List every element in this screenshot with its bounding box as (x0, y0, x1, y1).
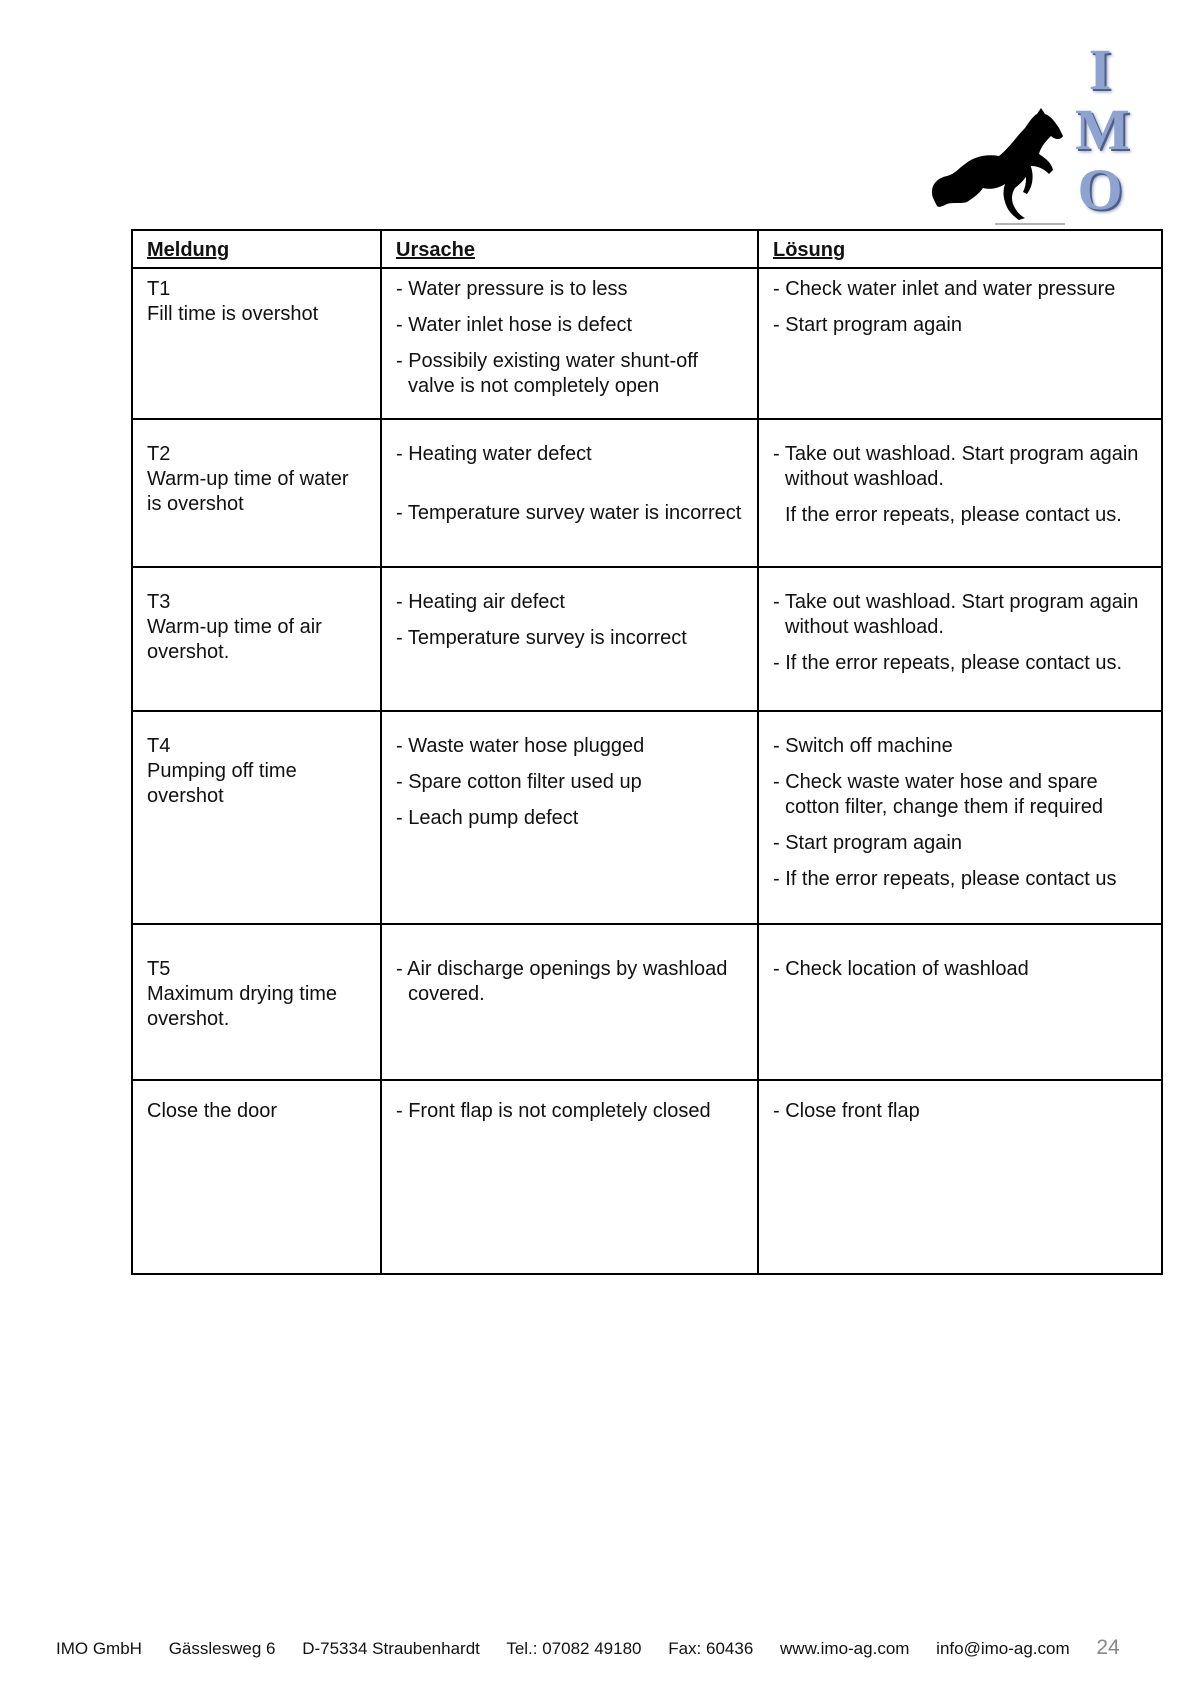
list-item: - Switch off machine (773, 734, 1151, 759)
table-row (132, 419, 1162, 567)
error-code: T3 (147, 591, 171, 613)
message-cell (132, 1080, 381, 1274)
error-description: overshot. (147, 641, 230, 663)
footer-city: D-75334 Straubenhardt (302, 1639, 480, 1658)
table-row (132, 1080, 1162, 1274)
list-item: If the error repeats, please contact us. (785, 504, 1122, 526)
message-cell (132, 711, 381, 924)
error-description: is overshot (147, 493, 244, 515)
list-item: - Start program again (773, 313, 1151, 338)
solution-cell (758, 924, 1162, 1080)
table-row (132, 268, 1162, 419)
error-description: Pumping off time overshot (147, 760, 297, 807)
error-code: T5 (147, 958, 171, 980)
list-item: - Heating air defect (396, 590, 747, 615)
error-description: Warm-up time of air (147, 616, 322, 638)
list-item: - Start program again (773, 831, 1151, 856)
list-item: - Water inlet hose is defect (396, 313, 747, 338)
footer-phone: Tel.: 07082 49180 (506, 1639, 642, 1658)
solution-cell (758, 419, 1162, 567)
message-cell (132, 567, 381, 711)
list-item: - Take out washload. Start program again without washload. (773, 442, 1151, 492)
logo-lettering (1075, 37, 1130, 222)
header-solution: Lösung (758, 230, 1162, 268)
solution-cell (758, 268, 1162, 419)
company-logo (925, 38, 1135, 228)
list-item: - Take out washload. Start program again without washload. (773, 590, 1151, 640)
list-item: - If the error repeats, please contact us. (773, 651, 1151, 676)
logo-letter-i: I (1088, 37, 1112, 102)
cause-cell (381, 419, 758, 567)
list-item: - Spare cotton filter used up (396, 770, 747, 795)
message-cell (132, 419, 381, 567)
cause-cell (381, 567, 758, 711)
list-item: - Close front flap (773, 1099, 1151, 1124)
table-row (132, 567, 1162, 711)
logo-letter-o: O (1077, 157, 1123, 222)
table-row (132, 924, 1162, 1080)
error-description: overshot. (147, 1008, 230, 1030)
error-description: Warm-up time of water (147, 468, 349, 490)
error-table (131, 229, 1163, 1275)
solution-cell (758, 1080, 1162, 1274)
error-description: Fill time is overshot (147, 303, 319, 325)
list-item: - Possibily existing water shunt-off valve is not completely open (396, 349, 747, 399)
cause-cell (381, 1080, 758, 1274)
list-item: - Water pressure is to less (396, 277, 747, 302)
logo-letter-m: M (1075, 97, 1130, 162)
error-code: T2 (147, 443, 171, 465)
list-item: - Temperature survey is incorrect (396, 626, 747, 651)
list-item: - Air discharge openings by washload covered. (396, 957, 747, 1007)
footer-company: IMO GmbH (56, 1639, 142, 1658)
list-item: - Heating water defect (396, 442, 747, 467)
horse-icon (925, 78, 1075, 238)
list-item: - Check location of washload (773, 957, 1151, 982)
cause-cell (381, 711, 758, 924)
table-header-row (132, 230, 1162, 268)
page-footer (56, 1636, 1136, 1660)
message-cell (132, 268, 381, 419)
list-item: - Check water inlet and water pressure (773, 277, 1151, 302)
error-description: Close the door (147, 1100, 278, 1122)
error-description: Maximum drying time (147, 983, 338, 1005)
list-item: - If the error repeats, please contact us (773, 867, 1151, 892)
list-item: - Check waste water hose and spare cotton filter, change them if required (773, 770, 1151, 820)
list-item: - Waste water hose plugged (396, 734, 747, 759)
header-message: Meldung (132, 230, 381, 268)
error-code: T4 (147, 735, 171, 757)
cause-cell (381, 268, 758, 419)
table-row (132, 711, 1162, 924)
list-item: - Leach pump defect (396, 806, 747, 831)
solution-cell (758, 711, 1162, 924)
solution-cell (758, 567, 1162, 711)
page-number: 24 (1096, 1636, 1120, 1659)
footer-street: Gässlesweg 6 (168, 1639, 276, 1658)
message-cell (132, 924, 381, 1080)
footer-fax: Fax: 60436 (668, 1639, 754, 1658)
footer-website-link[interactable]: www.imo-ag.com (780, 1639, 910, 1658)
cause-cell (381, 924, 758, 1080)
error-code: T1 (147, 278, 171, 300)
list-item: - Front flap is not completely closed (396, 1099, 747, 1124)
header-cause: Ursache (381, 230, 758, 268)
footer-email-link[interactable]: info@imo-ag.com (936, 1639, 1070, 1658)
list-item: - Temperature survey water is incorrect (396, 501, 747, 526)
